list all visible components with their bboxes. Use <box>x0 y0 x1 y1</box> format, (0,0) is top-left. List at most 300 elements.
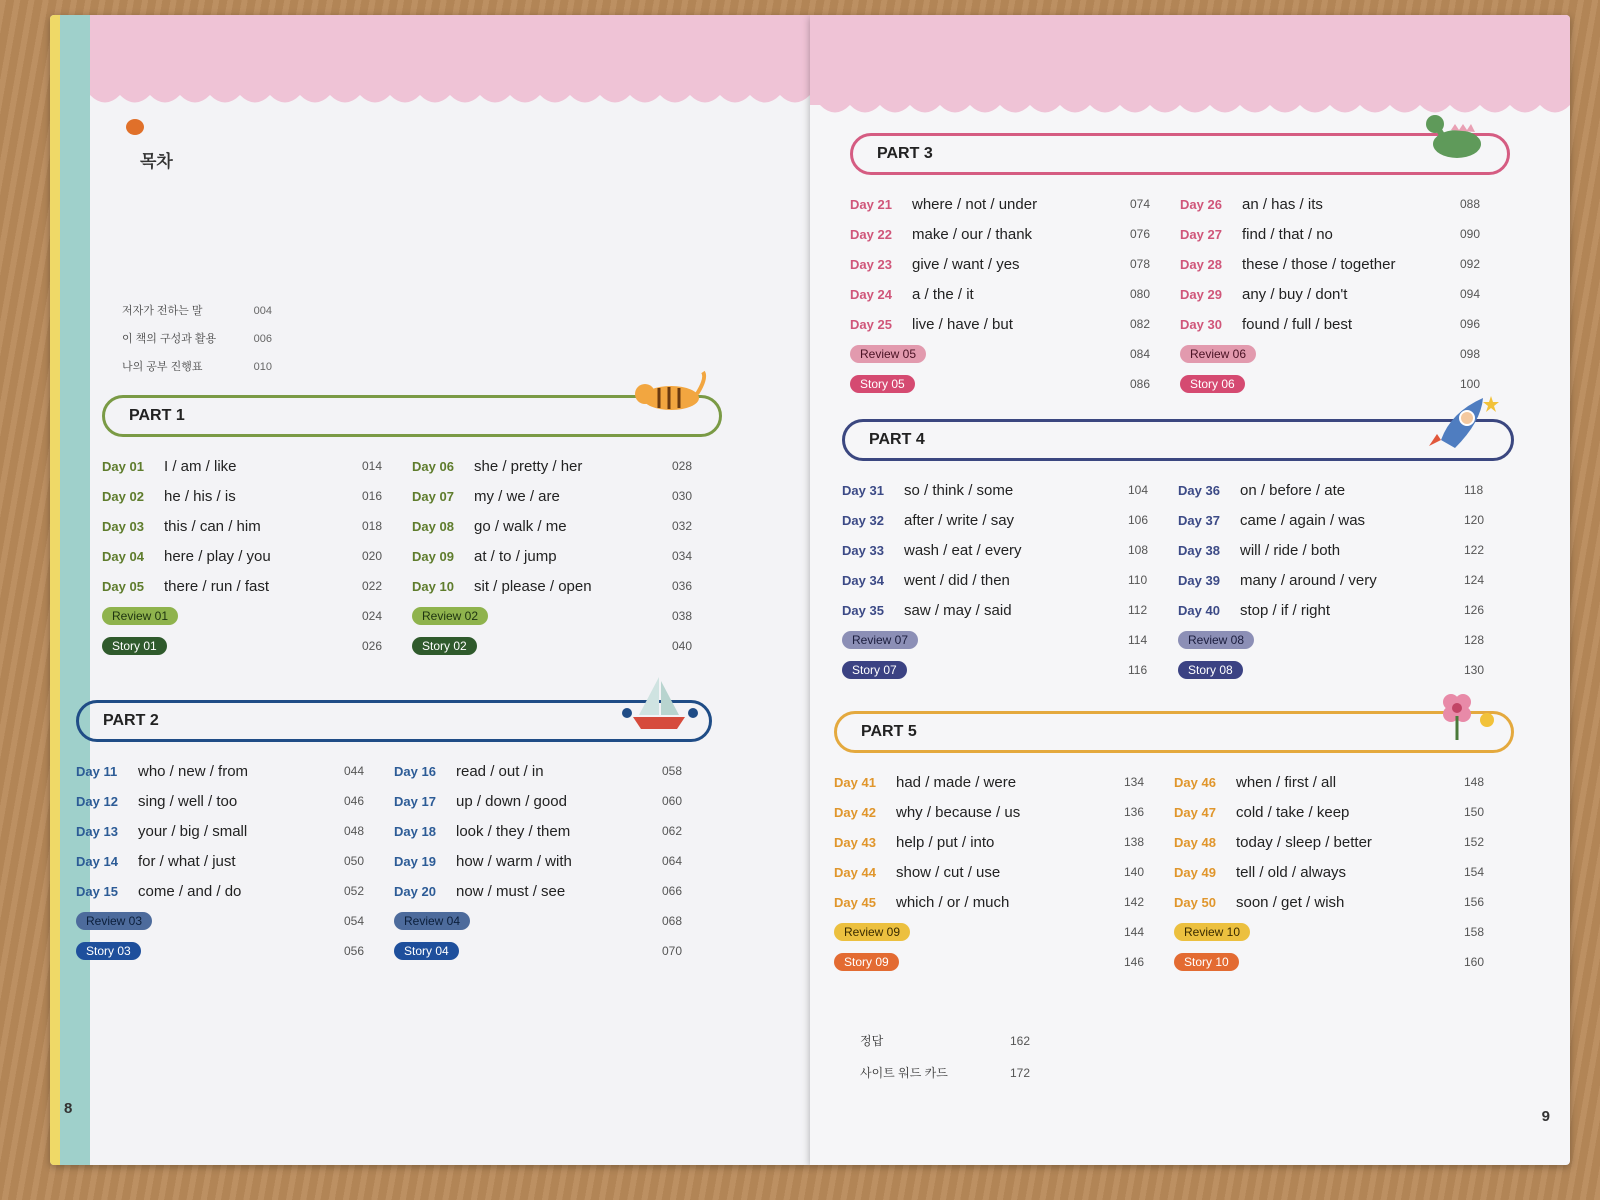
page-ref: 058 <box>662 764 683 778</box>
day-entry[interactable] <box>842 505 1178 535</box>
story-entry[interactable] <box>834 947 1174 977</box>
day-entry[interactable] <box>850 249 1180 279</box>
page-number: 9 <box>1541 1108 1550 1125</box>
part-column <box>842 475 1178 685</box>
story-pill: Story 03 <box>76 942 141 960</box>
page-ref: 112 <box>1128 603 1148 617</box>
part-4-section <box>842 419 1514 685</box>
page-ref: 138 <box>1124 835 1145 849</box>
day-words: these / those / together <box>1242 255 1396 273</box>
day-entry[interactable] <box>76 756 394 786</box>
day-words: sit / please / open <box>474 577 592 595</box>
day-label: Day 05 <box>102 578 144 594</box>
page-ref: 068 <box>662 914 683 928</box>
day-words: look / they / them <box>456 822 571 840</box>
day-entry[interactable] <box>394 756 712 786</box>
day-entry[interactable] <box>412 481 722 511</box>
day-entry[interactable] <box>76 846 394 876</box>
day-entry[interactable] <box>76 786 394 816</box>
page-ref: 016 <box>362 489 383 503</box>
day-entry[interactable] <box>1174 767 1514 797</box>
day-words: on / before / ate <box>1240 481 1346 499</box>
day-entry[interactable] <box>102 451 412 481</box>
page-ref: 078 <box>1130 257 1151 271</box>
day-label: Day 29 <box>1180 286 1222 302</box>
page-ref: 048 <box>344 824 365 838</box>
day-entry[interactable] <box>412 571 722 601</box>
page-ref: 038 <box>672 609 693 623</box>
page-ref: 062 <box>662 824 683 838</box>
day-words: will / ride / both <box>1240 541 1341 559</box>
day-entry[interactable] <box>834 887 1174 917</box>
review-pill: Review 04 <box>394 912 470 930</box>
intro-label: 나의 공부 진행표 <box>122 361 203 373</box>
review-entry[interactable] <box>394 906 712 936</box>
part-title: PART 3 <box>877 145 933 162</box>
story-entry[interactable] <box>842 655 1178 685</box>
story-pill: Story 07 <box>842 661 907 679</box>
day-label: Day 15 <box>76 883 118 899</box>
page-ref: 084 <box>1130 347 1151 361</box>
page-ref: 104 <box>1128 483 1149 497</box>
day-words: find / that / no <box>1242 225 1333 243</box>
story-pill: Story 09 <box>834 953 899 971</box>
page-ref: 142 <box>1124 895 1145 909</box>
day-words: saw / may / said <box>904 601 1012 619</box>
left-page <box>50 15 810 1165</box>
day-entry[interactable] <box>76 876 394 906</box>
day-words: how / warm / with <box>456 852 572 870</box>
day-words: he / his / is <box>164 487 236 505</box>
page-ref: 032 <box>672 519 693 533</box>
day-entry[interactable] <box>1178 535 1514 565</box>
day-words: where / not / under <box>912 195 1038 213</box>
list-item <box>122 353 272 381</box>
page-ref: 096 <box>1460 317 1481 331</box>
right-page <box>810 15 1570 1165</box>
day-words: why / because / us <box>896 803 1021 821</box>
day-words: show / cut / use <box>896 863 1001 881</box>
day-words: so / think / some <box>904 481 1014 499</box>
page-ref: 140 <box>1124 865 1145 879</box>
day-label: Day 28 <box>1180 256 1222 272</box>
intro-page: 010 <box>253 361 272 373</box>
list-item <box>122 325 272 353</box>
day-entry[interactable] <box>412 451 722 481</box>
day-label: Day 38 <box>1178 542 1220 558</box>
page-ref: 076 <box>1130 227 1151 241</box>
pumpkin-icon <box>126 119 144 135</box>
story-pill: Story 01 <box>102 637 167 655</box>
day-label: Day 03 <box>102 518 144 534</box>
day-entry[interactable] <box>834 827 1174 857</box>
day-entry[interactable] <box>394 786 712 816</box>
part-title: PART 1 <box>129 407 185 424</box>
review-entry[interactable] <box>834 917 1174 947</box>
page-ref: 056 <box>344 944 365 958</box>
part-banner <box>102 395 722 437</box>
list-item[interactable] <box>860 1025 1030 1057</box>
day-entry[interactable] <box>850 189 1180 219</box>
story-entry[interactable] <box>102 631 412 661</box>
story-entry[interactable] <box>1178 655 1514 685</box>
day-label: Day 39 <box>1178 572 1220 588</box>
page-ref: 146 <box>1124 955 1145 969</box>
page-ref: 014 <box>362 459 383 473</box>
day-words: had / made / were <box>896 773 1017 791</box>
day-entry[interactable] <box>842 565 1178 595</box>
page-ref: 088 <box>1460 197 1481 211</box>
review-entry[interactable] <box>1178 625 1514 655</box>
page-ref: 046 <box>344 794 365 808</box>
review-entry[interactable] <box>412 601 722 631</box>
page-ref: 080 <box>1130 287 1151 301</box>
day-words: up / down / good <box>456 792 567 810</box>
day-label: Day 20 <box>394 883 436 899</box>
day-label: Day 50 <box>1174 894 1216 910</box>
day-words: came / again / was <box>1240 511 1366 529</box>
day-entry[interactable] <box>1174 827 1514 857</box>
intro-label: 이 책의 구성과 활용 <box>122 333 217 345</box>
page-ref: 082 <box>1130 317 1151 331</box>
day-entry[interactable] <box>394 846 712 876</box>
review-pill: Review 02 <box>412 607 488 625</box>
day-label: Day 34 <box>842 572 884 588</box>
page-ref: 086 <box>1130 377 1151 391</box>
day-label: Day 49 <box>1174 864 1216 880</box>
page-ref: 054 <box>344 914 365 928</box>
part-column <box>394 756 712 966</box>
day-words: tell / old / always <box>1236 863 1347 881</box>
page-ref: 160 <box>1464 955 1485 969</box>
story-entry[interactable] <box>1174 947 1514 977</box>
day-label: Day 12 <box>76 793 118 809</box>
day-label: Day 45 <box>834 894 876 910</box>
page-ref: 018 <box>362 519 383 533</box>
day-label: Day 41 <box>834 774 876 790</box>
day-words: an / has / its <box>1242 195 1323 213</box>
day-label: Day 35 <box>842 602 884 618</box>
page-ref: 136 <box>1124 805 1145 819</box>
day-label: Day 08 <box>412 518 454 534</box>
day-label: Day 47 <box>1174 804 1216 820</box>
page-ref: 040 <box>672 639 693 653</box>
review-pill: Review 06 <box>1180 345 1256 363</box>
day-entry[interactable] <box>76 816 394 846</box>
day-entry[interactable] <box>102 511 412 541</box>
day-words: any / buy / don't <box>1242 285 1348 303</box>
day-words: after / write / say <box>904 511 1015 529</box>
page-ref: 108 <box>1128 543 1149 557</box>
story-pill: Story 04 <box>394 942 459 960</box>
day-words: when / first / all <box>1236 773 1337 791</box>
review-pill: Review 07 <box>842 631 918 649</box>
day-entry[interactable] <box>834 797 1174 827</box>
day-label: Day 48 <box>1174 834 1216 850</box>
page-ref: 126 <box>1464 603 1485 617</box>
story-pill: Story 06 <box>1180 375 1245 393</box>
day-entry[interactable] <box>102 541 412 571</box>
day-label: Day 14 <box>76 853 118 869</box>
review-entry[interactable] <box>1174 917 1514 947</box>
page-ref: 116 <box>1128 663 1148 677</box>
page-ref: 122 <box>1464 543 1485 557</box>
day-words: help / put / into <box>896 833 995 851</box>
page-ref: 130 <box>1464 663 1485 677</box>
day-entry[interactable] <box>1178 505 1514 535</box>
page-ref: 098 <box>1460 347 1481 361</box>
day-label: Day 04 <box>102 548 144 564</box>
part-column <box>76 756 394 966</box>
day-entry[interactable] <box>102 571 412 601</box>
part-column <box>834 767 1174 977</box>
day-entry[interactable] <box>842 475 1178 505</box>
day-words: who / new / from <box>138 762 249 780</box>
day-label: Day 25 <box>850 316 892 332</box>
review-entry[interactable] <box>102 601 412 631</box>
part-column <box>412 451 722 661</box>
day-entry[interactable] <box>842 535 1178 565</box>
day-words: my / we / are <box>474 487 560 505</box>
page-ref: 128 <box>1464 633 1485 647</box>
day-entry[interactable] <box>1180 279 1510 309</box>
review-entry[interactable] <box>76 906 394 936</box>
page-ref: 028 <box>672 459 693 473</box>
story-entry[interactable] <box>850 369 1180 399</box>
day-words: this / can / him <box>164 517 261 535</box>
day-entry[interactable] <box>1178 565 1514 595</box>
flower-icon <box>1421 684 1501 744</box>
day-words: went / did / then <box>904 571 1010 589</box>
part-column <box>1174 767 1514 977</box>
part-title: PART 2 <box>103 712 159 729</box>
day-label: Day 42 <box>834 804 876 820</box>
day-words: at / to / jump <box>474 547 557 565</box>
page-ref: 044 <box>344 764 365 778</box>
part-column <box>1178 475 1514 685</box>
page-ref: 158 <box>1464 925 1485 939</box>
part-title: PART 5 <box>861 723 917 740</box>
page-ref: 026 <box>362 639 383 653</box>
day-label: Day 22 <box>850 226 892 242</box>
day-label: Day 16 <box>394 763 436 779</box>
part-column <box>102 451 412 661</box>
part-column <box>1180 189 1510 399</box>
appendix-label: 사이트 워드 카드 <box>860 1066 948 1080</box>
day-label: Day 40 <box>1178 602 1220 618</box>
day-entry[interactable] <box>1180 189 1510 219</box>
day-label: Day 37 <box>1178 512 1220 528</box>
day-label: Day 27 <box>1180 226 1222 242</box>
book-spine <box>50 15 90 1165</box>
day-entry[interactable] <box>850 309 1180 339</box>
part-banner <box>850 133 1510 175</box>
page-ref: 148 <box>1464 775 1485 789</box>
intro-label: 저자가 전하는 말 <box>122 305 203 317</box>
review-pill: Review 03 <box>76 912 152 930</box>
part-banner <box>76 700 712 742</box>
review-pill: Review 05 <box>850 345 926 363</box>
day-entry[interactable] <box>1180 309 1510 339</box>
page-ref: 052 <box>344 884 365 898</box>
page-title: 목차 <box>140 152 173 171</box>
day-entry[interactable] <box>1180 219 1510 249</box>
page-ref: 162 <box>1009 1034 1030 1048</box>
day-label: Day 10 <box>412 578 454 594</box>
page-ref: 118 <box>1464 483 1484 497</box>
day-label: Day 06 <box>412 458 454 474</box>
day-words: which / or / much <box>896 893 1010 911</box>
day-entry[interactable] <box>102 481 412 511</box>
page-ref: 156 <box>1464 895 1485 909</box>
page-ref: 110 <box>1128 573 1148 587</box>
page-ref: 120 <box>1464 513 1485 527</box>
day-words: your / big / small <box>138 822 248 840</box>
day-entry[interactable] <box>842 595 1178 625</box>
day-entry[interactable] <box>412 541 722 571</box>
review-pill: Review 09 <box>834 923 910 941</box>
day-label: Day 17 <box>394 793 436 809</box>
page-ref: 114 <box>1128 633 1148 647</box>
day-label: Day 18 <box>394 823 436 839</box>
page-ref: 124 <box>1464 573 1485 587</box>
day-words: many / around / very <box>1240 571 1377 589</box>
story-entry[interactable] <box>394 936 712 966</box>
day-words: soon / get / wish <box>1236 893 1345 911</box>
review-pill: Review 01 <box>102 607 178 625</box>
day-label: Day 30 <box>1180 316 1222 332</box>
rocket-icon <box>1421 392 1501 452</box>
dinosaur-icon <box>1417 106 1497 166</box>
day-entry[interactable] <box>1178 475 1514 505</box>
part-banner <box>834 711 1514 753</box>
review-entry[interactable] <box>850 339 1180 369</box>
day-label: Day 43 <box>834 834 876 850</box>
page-ref: 036 <box>672 579 693 593</box>
appendix-label: 정답 <box>860 1034 884 1048</box>
day-words: sing / well / too <box>138 792 238 810</box>
day-words: read / out / in <box>456 762 544 780</box>
story-pill: Story 05 <box>850 375 915 393</box>
page-ref: 066 <box>662 884 683 898</box>
day-label: Day 36 <box>1178 482 1220 498</box>
day-words: there / run / fast <box>164 577 270 595</box>
day-entry[interactable] <box>1174 887 1514 917</box>
page-ref: 050 <box>344 854 365 868</box>
appendix-list <box>860 1025 1030 1089</box>
page-ref: 074 <box>1130 197 1151 211</box>
day-entry[interactable] <box>412 511 722 541</box>
part-3-section <box>850 133 1510 399</box>
day-words: now / must / see <box>456 882 566 900</box>
intro-list <box>122 297 272 381</box>
page-number: 8 <box>64 1100 73 1117</box>
day-words: found / full / best <box>1242 315 1353 333</box>
day-entry[interactable] <box>850 219 1180 249</box>
page-ref: 024 <box>362 609 383 623</box>
day-words: stop / if / right <box>1240 601 1331 619</box>
story-pill: Story 08 <box>1178 661 1243 679</box>
story-pill: Story 02 <box>412 637 477 655</box>
day-label: Day 46 <box>1174 774 1216 790</box>
day-label: Day 19 <box>394 853 436 869</box>
intro-page: 004 <box>253 305 272 317</box>
day-words: cold / take / keep <box>1236 803 1350 821</box>
page-ref: 106 <box>1128 513 1149 527</box>
part-5-section <box>834 711 1514 977</box>
part-banner <box>842 419 1514 461</box>
day-entry[interactable] <box>1174 857 1514 887</box>
day-label: Day 32 <box>842 512 884 528</box>
day-words: a / the / it <box>912 285 974 303</box>
day-entry[interactable] <box>394 876 712 906</box>
page-ref: 060 <box>662 794 683 808</box>
list-item[interactable] <box>860 1057 1030 1089</box>
sailboat-icon <box>619 673 699 733</box>
story-pill: Story 10 <box>1174 953 1239 971</box>
day-entry[interactable] <box>834 857 1174 887</box>
day-words: give / want / yes <box>912 255 1020 273</box>
day-words: come / and / do <box>138 882 242 900</box>
day-label: Day 13 <box>76 823 118 839</box>
story-entry[interactable] <box>76 936 394 966</box>
day-label: Day 31 <box>842 482 884 498</box>
day-label: Day 26 <box>1180 196 1222 212</box>
day-label: Day 09 <box>412 548 454 564</box>
page-ref: 034 <box>672 549 693 563</box>
day-entry[interactable] <box>834 767 1174 797</box>
day-label: Day 33 <box>842 542 884 558</box>
part-2-section <box>76 700 712 966</box>
day-label: Day 02 <box>102 488 144 504</box>
day-words: for / what / just <box>138 852 236 870</box>
day-entry[interactable] <box>1174 797 1514 827</box>
review-entry[interactable] <box>1180 339 1510 369</box>
day-label: Day 07 <box>412 488 454 504</box>
day-words: I / am / like <box>164 457 237 475</box>
tiger-icon <box>629 368 709 428</box>
day-words: wash / eat / every <box>904 541 1022 559</box>
page-ref: 070 <box>662 944 683 958</box>
part-title: PART 4 <box>869 431 925 448</box>
intro-page: 006 <box>253 333 272 345</box>
day-label: Day 44 <box>834 864 876 880</box>
review-entry[interactable] <box>842 625 1178 655</box>
day-entry[interactable] <box>1178 595 1514 625</box>
day-entry[interactable] <box>394 816 712 846</box>
page-ref: 152 <box>1464 835 1485 849</box>
page-ref: 090 <box>1460 227 1481 241</box>
page-ref: 092 <box>1460 257 1481 271</box>
page-ref: 134 <box>1124 775 1145 789</box>
day-words: make / our / thank <box>912 225 1033 243</box>
review-pill: Review 08 <box>1178 631 1254 649</box>
page-ref: 064 <box>662 854 683 868</box>
page-ref: 020 <box>362 549 383 563</box>
story-entry[interactable] <box>412 631 722 661</box>
page-ref: 154 <box>1464 865 1485 879</box>
page-ref: 150 <box>1464 805 1485 819</box>
page-ref: 144 <box>1124 925 1145 939</box>
day-label: Day 01 <box>102 458 144 474</box>
day-entry[interactable] <box>1180 249 1510 279</box>
part-column <box>850 189 1180 399</box>
day-entry[interactable] <box>850 279 1180 309</box>
page-ref: 094 <box>1460 287 1481 301</box>
review-pill: Review 10 <box>1174 923 1250 941</box>
day-label: Day 21 <box>850 196 892 212</box>
page-ref: 100 <box>1460 377 1481 391</box>
